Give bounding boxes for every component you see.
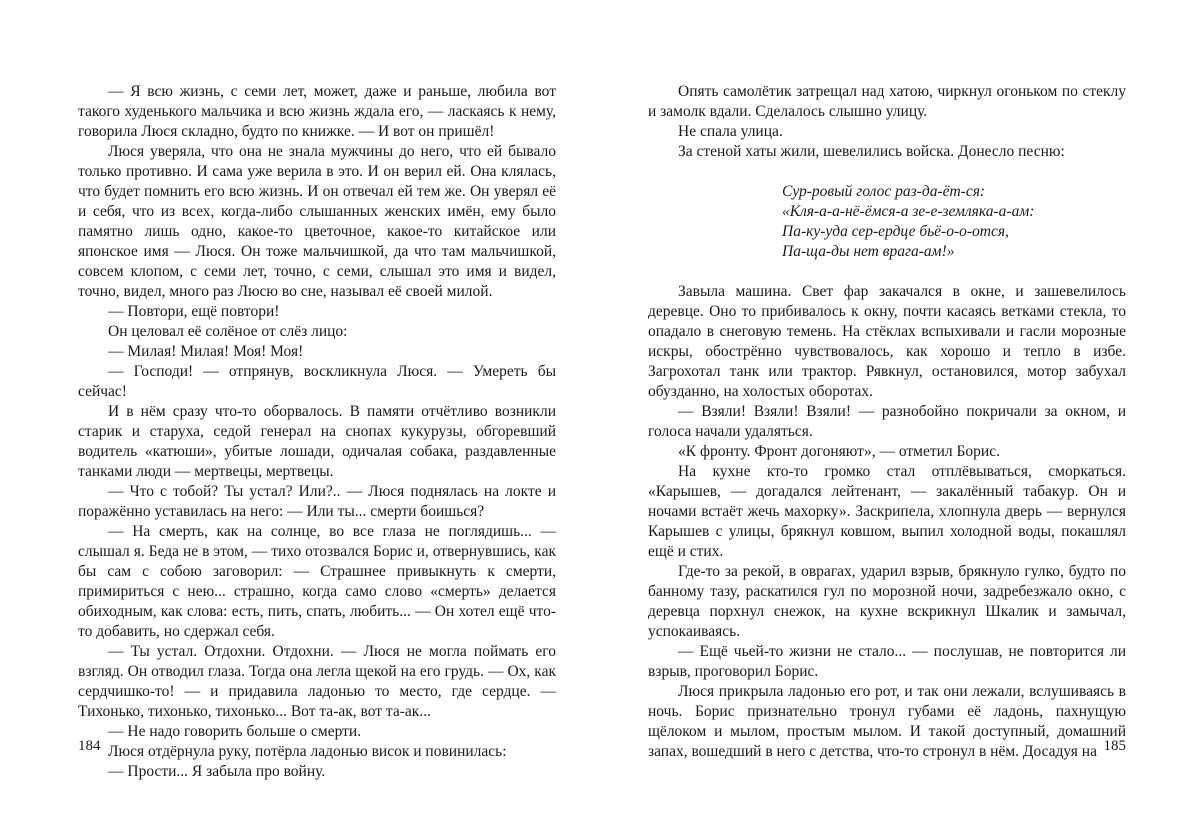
paragraph: Люся уверяла, что она не знала мужчины до него, что ей бывало только противно. И сама уже верила в это. И он верил ей. Она клялась, что будет помнить его всю жизнь. И он отвечал ей тем же. Он уверял её и себя, что из всех, когда-либо слышанных женских имён, ему было памятно лишь одно, какое-то цветочное, какое-то китайское или японское имя — Люся. Он тоже мальчишкой, да что там мальчишкой, совсем клопом, с семи лет, точно, с семи, слышал это имя и видел, точно, видел, много раз Люсю во сне, называл её своей милой.	[78, 143, 556, 300]
verse-line: Па-ку-уда сер-ердце бьё-о-о-отся,	[782, 223, 1009, 240]
paragraph: Опять самолётик затрещал над хатою, чиркнул огоньком по стеклу и замолк вдали. Сделалось слышно улицу.	[648, 83, 1126, 120]
paragraph: Он целовал её солёное от слёз лицо:	[108, 323, 348, 340]
paragraph: Завыла машина. Свет фар закачался в окне, и зашевелилось деревце. Оно то прибивалось к окну, почти касаясь ветками стекла, то опадало в снеговую темень. На стёклах вспыхивали и гасли морозные искры, обострённо чувствовалось, как хорошо и тепло в избе. Загрохотал танк или трактор. Рявкнул, остановился, мотор забухал обузданно, на холостых оборотах.	[648, 283, 1126, 400]
paragraph: — Повтори, ещё повтори!	[108, 303, 280, 320]
paragraph: — Прости... Я забыла про войну.	[108, 763, 326, 780]
paragraph: — Я всю жизнь, с семи лет, может, даже и раньше, любила вот такого худенького мальчика и всю жизнь ждала его, — ласкаясь к нему, говорила Люся складно, будто по книжке. — И вот он пришёл!	[78, 83, 556, 140]
song-verse	[648, 182, 1126, 262]
page-number-left: 184	[78, 738, 101, 754]
paragraph: — Взяли! Взяли! Взяли! — разнобойно покричали за окном, и голоса начали удаляться.	[648, 403, 1126, 440]
paragraph: «К фронту. Фронт догоняют», — отметил Борис.	[678, 443, 1000, 460]
page-number-right: 185	[1103, 738, 1126, 754]
right-page-text	[648, 82, 1126, 762]
paragraph: — На смерть, как на солнце, во все глаза не поглядишь... — слышал я. Беда не в этом, — тихо отозвался Борис и, отвернувшись, как бы сам с собою заговорил: — Страшнее привыкнуть к смерти, примириться с нею... страшно, когда само слово «смерть» делается обиходным, как слова: есть, пить, спать, любить... — Он хотел ещё что-то добавить, но сдержал себя.	[78, 523, 556, 640]
paragraph: — Ещё чьей-то жизни не стало... — послушав, не повторится ли взрыв, проговорил Борис.	[648, 643, 1126, 680]
paragraph: — Ты устал. Отдохни. Отдохни. — Люся не могла поймать его взгляд. Он отводил глаза. Тогда она легла щекой на его грудь. — Ох, как сердчишко-то! — и придавила ладонью то место, где сердце. — Тихонько, тихонько, тихонько... Вот та-ак, вот та-ак...	[78, 643, 556, 720]
paragraph: Не спала улица.	[678, 123, 783, 140]
verse-line: Па-ща-ды нет врага-ам!»	[782, 243, 955, 260]
paragraph: И в нём сразу что-то оборвалось. В памяти отчётливо возникли старик и старуха, седой генерал на снопах кукурузы, обгоревший водитель «катюши», убитые лошади, одичалая собака, раздавленные танками люди — мертвецы, мертвецы.	[78, 403, 556, 480]
left-page-text	[78, 82, 556, 782]
paragraph: — Милая! Милая! Моя! Моя!	[108, 343, 304, 360]
paragraph: Люся прикрыла ладонью его рот, и так они лежали, вслушиваясь в ночь. Борис признательно тронул губами её ладонь, пахнущую щёлоком и мылом, простым мылом. И такой доступный, домашний запах, вошедший в него с детства, что-то стронул в нём. Досадуя на	[648, 683, 1126, 760]
verse-line: Сур-ровый голос раз-да-ёт-ся:	[782, 183, 986, 200]
paragraph: — Господи! — отпрянув, воскликнула Люся. — Умереть бы сейчас!	[78, 363, 556, 400]
paragraph: — Не надо говорить больше о смерти.	[108, 723, 362, 740]
paragraph: За стеной хаты жили, шевелились войска. Донесло песню:	[678, 143, 1065, 160]
paragraph: Люся отдёрнула руку, потёрла ладонью висок и повинилась:	[108, 743, 507, 760]
paragraph: — Что с тобой? Ты устал? Или?.. — Люся поднялась на локте и поражённо уставилась на него: — Или ты... смерти боишься?	[78, 483, 556, 520]
paragraph: Где-то за рекой, в оврагах, ударил взрыв, брякнуло гулко, будто по банному тазу, раскатился гул по морозной ночи, задребезжало окно, с деревца порхнул снежок, на кухне вскрикнул Шкалик и замычал, успокаиваясь.	[648, 563, 1126, 640]
verse-line: «Кля-а-а-нё-ёмся-а зе-е-земляка-а-ам:	[782, 203, 1035, 220]
paragraph: На кухне кто-то громко стал отплёвываться, сморкаться. «Карышев, — догадался лейтенант, — закалённый табакур. Он и ночами встаёт жечь махорку». Заскрипела, хлопнула дверь — вернулся Карышев с улицы, брякнул ковшом, выпил холодной воды, покашлял ещё и стих.	[648, 463, 1126, 560]
